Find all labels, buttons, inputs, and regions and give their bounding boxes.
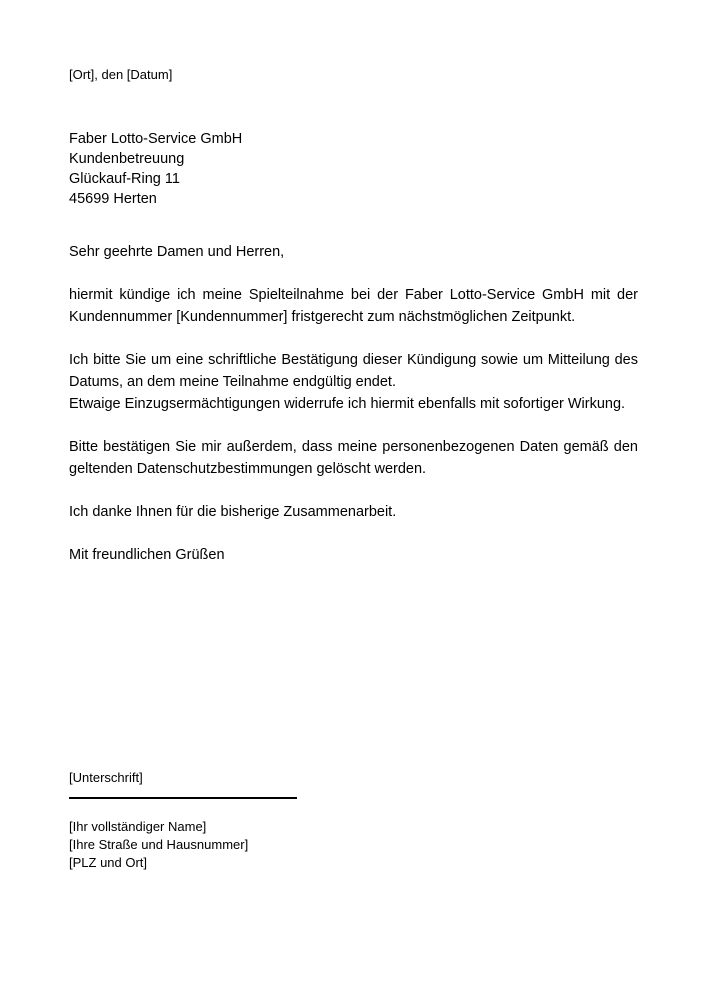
paragraph-confirmation-request bbox=[69, 349, 638, 415]
paragraph-thanks: Ich danke Ihnen für die bisherige Zusammenarbeit. bbox=[69, 504, 397, 520]
paragraph-data-deletion: Bitte bestätigen Sie mir außerdem, dass meine personenbezogenen Daten gemäß den geltenden Datenschutzbestimmungen gelöscht werden. bbox=[69, 439, 638, 477]
sender-city: [PLZ und Ort] bbox=[69, 855, 148, 870]
recipient-city: 45699 Herten bbox=[69, 191, 157, 207]
recipient-street: Glückauf-Ring 11 bbox=[69, 171, 180, 187]
date-line: [Ort], den [Datum] bbox=[69, 67, 173, 82]
paragraph-debit-revocation-sentence: Etwaige Einzugsermächtigungen widerrufe ich hiermit ebenfalls mit sofortiger Wirkung. bbox=[69, 396, 626, 412]
salutation: Sehr geehrte Damen und Herren, bbox=[69, 244, 285, 260]
recipient-company: Faber Lotto-Service GmbH bbox=[69, 131, 243, 147]
recipient-address-block bbox=[69, 129, 638, 209]
recipient-department: Kundenbetreuung bbox=[69, 151, 185, 167]
paragraph-confirmation-sentence: Ich bitte Sie um eine schriftliche Bestätigung dieser Kündigung sowie um Mitteilung des Datums, an dem meine Teilnahme endgültig endet. bbox=[69, 352, 638, 390]
sender-name: [Ihr vollständiger Name] bbox=[69, 819, 207, 834]
signature-line bbox=[69, 797, 297, 799]
signature-placeholder: [Unterschrift] bbox=[69, 770, 143, 785]
paragraph-cancellation: hiermit kündige ich meine Spielteilnahme bei der Faber Lotto-Service GmbH mit der Kundennummer [Kundennummer] fristgerecht zum nächstmöglichen Zeitpunkt. bbox=[69, 287, 638, 325]
sender-street: [Ihre Straße und Hausnummer] bbox=[69, 837, 249, 852]
closing-phrase: Mit freundlichen Grüßen bbox=[69, 547, 225, 563]
sender-address-block bbox=[69, 818, 638, 872]
